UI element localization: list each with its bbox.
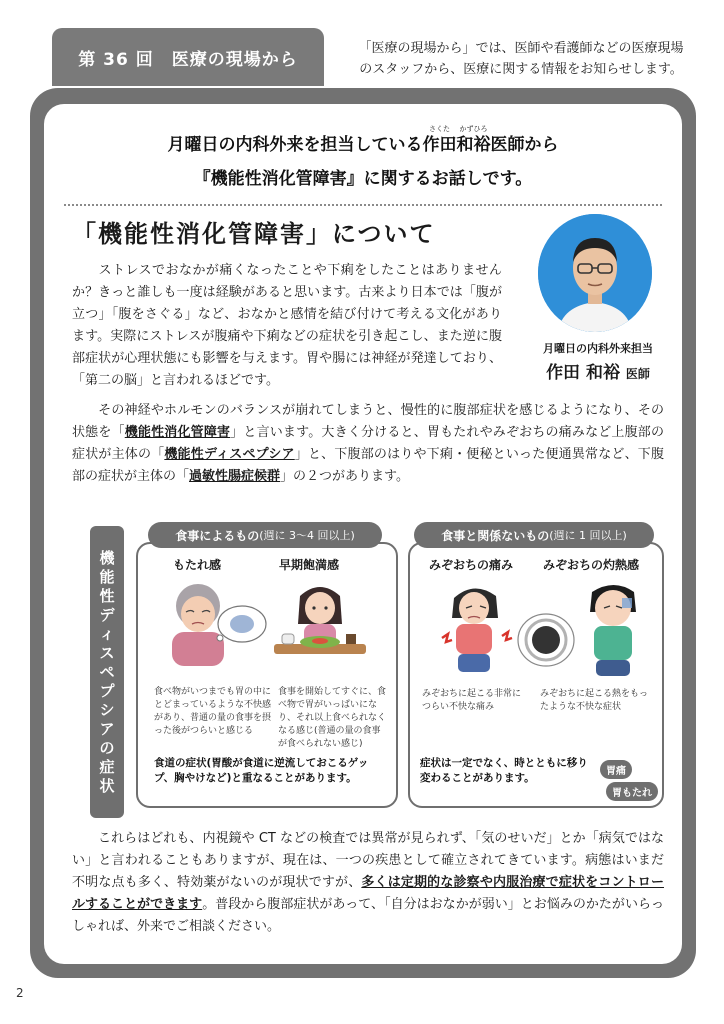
side-label-char: プ (99, 681, 115, 700)
paragraph-3 (72, 828, 664, 938)
given-name: 和裕 (456, 135, 491, 155)
symptom-epigastric-pain-desc: みぞおちに起こる非常につらい不快な痛み (422, 689, 522, 712)
doctor-portrait-icon (538, 214, 652, 332)
girl-eating-illustration (270, 578, 370, 668)
section-title: 「機能性消化管障害」について (72, 220, 436, 248)
not-meal-related-title: 食事と関係ないもの (441, 528, 550, 543)
dyspepsia-side-label (90, 526, 124, 818)
meal-related-heading (148, 522, 382, 548)
dotted-divider (64, 204, 662, 206)
given-ruby (456, 125, 491, 155)
surname-reading: さくた (429, 125, 450, 133)
paragraph-2-text-4: 」の２つがあります。 (280, 469, 409, 484)
term-dyspepsia: 機能性ディスペプシア (164, 447, 295, 462)
paragraph-3-text-2: 。普段から腹部症状があって、「自分はおなかが弱い」とお悩みのかたがいらっしゃれば、外来でご相談ください。 (72, 897, 664, 934)
doctor-caption: 月曜日の内科外来担当 (543, 342, 653, 355)
paragraph-3-emphasis: 多くは定期的な診察や内服治療で症状をコントロールすることができます (72, 875, 664, 912)
doctor-suffix: 医師 (625, 367, 650, 381)
paragraph-2-text-1: その神経やホルモンのバランスが崩れてしまうと、慢性的に腹部症状を感じるようになり、その状態を「 (72, 403, 664, 440)
surname: 作田 (422, 135, 457, 155)
symptom-epigastric-pain: みぞおちの痛み (428, 558, 513, 572)
woman-stomach-pain-illustration (428, 578, 528, 678)
symptom-early-satiety: 早期飽満感 (278, 558, 339, 572)
paragraph-3-text-1: これらはどれも、内視鏡や CT などの検査では異常が見られず、「気のせいだ」とか「病気ではない」と言われることもありますが、現在は、一つの疾患として確立されてきています。病態はいまだ不明な点も多く、特効薬がないのが現状ですが、 (72, 831, 664, 890)
headline-line-1 (44, 125, 682, 162)
side-label-char: ス (99, 643, 115, 662)
intro-line-1: 「医療の現場から」では、医師や看護師などの医療現場 (358, 41, 684, 56)
intro-line-2: のスタッフから、医療に関する情報をお知らせします。 (359, 62, 683, 77)
headline-post: 医師から (490, 135, 559, 155)
not-meal-related-frequency: (週に 1 回以上) (549, 529, 627, 542)
paragraph-1 (72, 260, 502, 392)
meal-related-note: 食道の症状(胃酸が食道に逆流しておこるゲップ、胸やけなど)と重なることがあります。 (154, 757, 369, 784)
paragraph-2-text-3: 」と、下腹部のはりや下痢・便秘といった便通異常など、下腹部の症状が主体の「 (72, 447, 664, 484)
side-label-char: デ (99, 605, 115, 624)
elderly-woman-illustration (156, 576, 268, 668)
article-frame (30, 88, 696, 978)
page-number: 2 (16, 986, 24, 1000)
side-label-char: の (99, 738, 115, 757)
side-label-char: 性 (99, 586, 115, 605)
headline-pre: 月曜日の内科外来を担当している (167, 135, 423, 155)
symptom-epigastric-burning: みぞおちの灼熱感 (542, 558, 639, 572)
symptom-heaviness-desc: 食べ物がいつまでも胃の中にとどまっているような不快感があり、普通の量の食事を摂った後がつらいと感じる (154, 687, 272, 736)
term-fgid: 機能性消化管障害 (124, 425, 231, 440)
side-label-char: ア (99, 719, 115, 738)
series-tab (52, 28, 324, 86)
paragraph-2 (72, 400, 664, 488)
given-reading: かずひろ (459, 125, 488, 133)
man-heartburn-illustration (514, 578, 660, 678)
side-label-char: ペ (99, 662, 115, 681)
headline-line-2: 『機能性消化管障害』に関するお話しです。 (193, 169, 533, 189)
article-card (44, 104, 682, 964)
bubble-stomach-ache: 胃痛 (600, 760, 632, 779)
side-label-char: シ (99, 700, 115, 719)
side-label-char: 状 (99, 776, 115, 795)
surname-ruby (422, 125, 457, 155)
meal-related-title: 食事によるもの (175, 528, 260, 543)
side-label-char: 機 (99, 548, 115, 567)
symptom-epigastric-burning-desc: みぞおちに起こる熱をもったような不快な症状 (540, 689, 649, 712)
symptom-early-satiety-desc: 食事を開始してすぐに、食べ物で胃がいっぱいになり、それ以上食べられなくなる感じ(普通の量の食事が食べられない感じ) (278, 687, 387, 749)
intro-text (336, 38, 706, 80)
side-label-char: 症 (99, 757, 115, 776)
symptom-heaviness: もたれ感 (172, 558, 221, 572)
doctor-photo (538, 214, 652, 332)
side-label-char: ィ (99, 624, 115, 643)
headline (44, 125, 682, 196)
series-title: 第 36 回 医療の現場から (78, 49, 298, 70)
bubble-heavy-stomach: 胃もたれ (606, 782, 658, 801)
paragraph-2-text-2: 」と言います。大きく分けると、胃もたれやみぞおちの痛みなど上腹部の症状が主体の「 (72, 425, 664, 462)
doctor-name-block (514, 358, 682, 383)
not-meal-related-note: 症状は一定でなく、時とともに移り変わることがあります。 (420, 757, 588, 784)
term-ibs: 過敏性腸症候群 (189, 469, 281, 484)
paragraph-1-text: ストレスでおなかが痛くなったことや下痢をしたことはありませんか？きっと誰しも一度は経験があると思います。古来より日本では「腹が立つ」「腹をさぐる」など、おなかと感情を結び付けて考える文化があります。実際にストレスが腹痛や下痢などの症状を引き起こし、また逆に腹部症状が心理状態にも影響を与えます。胃や腸には神経が発達しており、「第二の脳」と言われるほどです。 (72, 263, 502, 388)
side-label-char: 能 (99, 567, 115, 586)
not-meal-related-heading (414, 522, 654, 548)
doctor-name: 作田 和裕 (546, 363, 620, 383)
meal-related-frequency: (週に 3〜4 回以上) (259, 529, 355, 542)
